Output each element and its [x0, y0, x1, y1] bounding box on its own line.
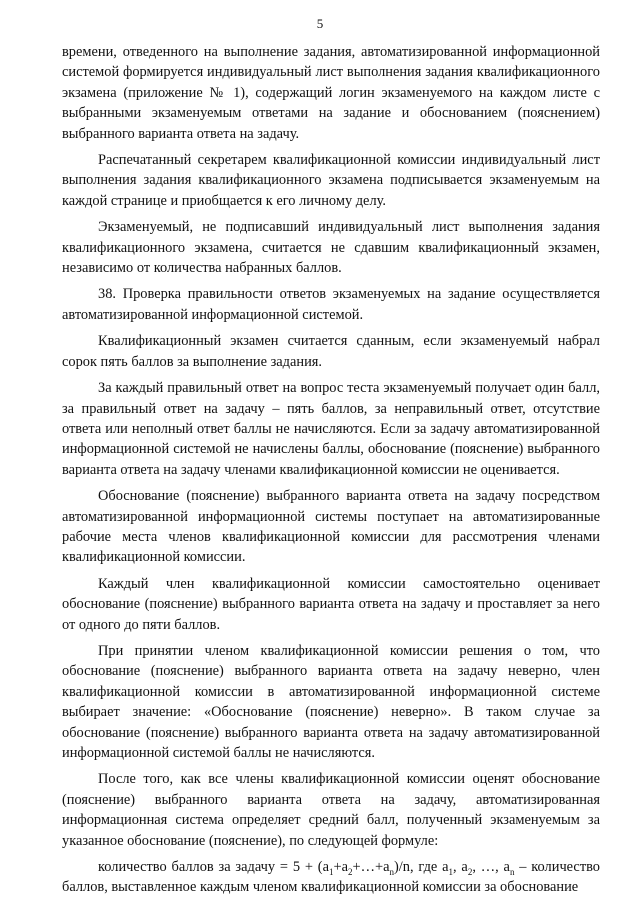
- formula-suffix: – количество баллов, выставленное каждым членом квалификационной комиссии за обоснование: [62, 859, 600, 896]
- paragraph-average-score: После того, как все члены квалификационной комиссии оценят обоснование (пояснение) выбранного варианта ответа на задачу, автоматизированная информационная система определяет средний балл, полученный экзаменуемым за указанное обоснование (пояснение), по следующей формуле:: [62, 771, 600, 849]
- formula-after-sum: )/n, где a: [394, 859, 449, 876]
- formula-list-subscript-1: 1: [448, 866, 454, 877]
- formula-list-subscript-2: 2: [467, 866, 473, 877]
- formula-list-subscript-n: n: [509, 866, 515, 877]
- paragraph-passing-score: Квалификационный экзамен считается сданным, если экзаменуемый набрал сорок пять баллов за выполнение задания.: [62, 333, 600, 370]
- paragraph-scoring-rules: За каждый правильный ответ на вопрос теста экзаменуемый получает один балл, за правильный ответ на задачу – пять баллов, за неправильный ответ, отсутствие ответа или неполный ответ баллы не начисляются. Если за задачу автоматизированной информационной системой не начислены баллы, обоснование (пояснение) выбранного варианта ответа на задачу членами квалификационной комиссии не оценивается.: [62, 380, 600, 478]
- formula-subscript-n: n: [389, 866, 394, 877]
- document-body: [62, 42, 600, 904]
- paragraph-unsigned-sheet: Экзаменуемый, не подписавший индивидуальный лист выполнения задания квалификационного экзамена, считается не сдавшим квалификационный экзамен, независимо от количества набранных баллов.: [62, 219, 600, 277]
- paragraph-printed-sheet: Распечатанный секретарем квалификационной комиссии индивидуальный лист выполнения задания квалификационного экзамена подписывается экзаменуемым на каждой странице и приобщается к его личному делу.: [62, 152, 600, 209]
- formula-subscript-2: 2: [347, 866, 353, 877]
- page-number: 5: [316, 16, 324, 31]
- paragraph-formula: [62, 857, 600, 898]
- formula-plus-2: +…+a: [352, 859, 390, 876]
- paragraph-item-38: 38. Проверка правильности ответов экзаменуемых на задание осуществляется автоматизированной информационной системой.: [62, 286, 600, 323]
- formula-comma-2: , …, a: [472, 859, 510, 876]
- paragraph-justification-delivery: Обоснование (пояснение) выбранного варианта ответа на задачу посредством автоматизированной информационной системы поступает на автоматизированные рабочие места членов квалификационной комиссии для рассмотрения членами квалификационной комиссии.: [62, 488, 600, 566]
- paragraph-incorrect-justification: При принятии членом квалификационной комиссии решения о том, что обоснование (пояснение) выбранного варианта ответа на задачу неверно, член квалификационной комиссии в автоматизированной информационной системе выбирает значение: «Обоснование (пояснение) неверно». В таком случае за обоснование (пояснение) выбранного варианта ответа на задачу автоматизированной информационной системой баллы не начисляются.: [62, 642, 600, 761]
- paragraph-member-evaluation: Каждый член квалификационной комиссии самостоятельно оценивает обоснование (пояснение) выбранного варианта ответа на задачу и проставляет за него от одного до пяти баллов.: [62, 575, 600, 633]
- paragraph-continuation: времени, отведенного на выполнение задания, автоматизированной информационной системой формируется индивидуальный лист выполнения задания квалификационного экзамена (приложение № 1), содержащий логин экзаменуемого на каждом листе с выбранными экзаменуемым ответами на задание и обоснованием (пояснением) выбранного варианта ответа на задачу.: [62, 44, 600, 142]
- formula-prefix: количество баллов за задачу = 5 + (a: [98, 859, 329, 876]
- formula-plus-1: +a: [333, 859, 348, 876]
- formula-comma-1: , a: [453, 859, 468, 876]
- formula-subscript-1: 1: [328, 866, 334, 877]
